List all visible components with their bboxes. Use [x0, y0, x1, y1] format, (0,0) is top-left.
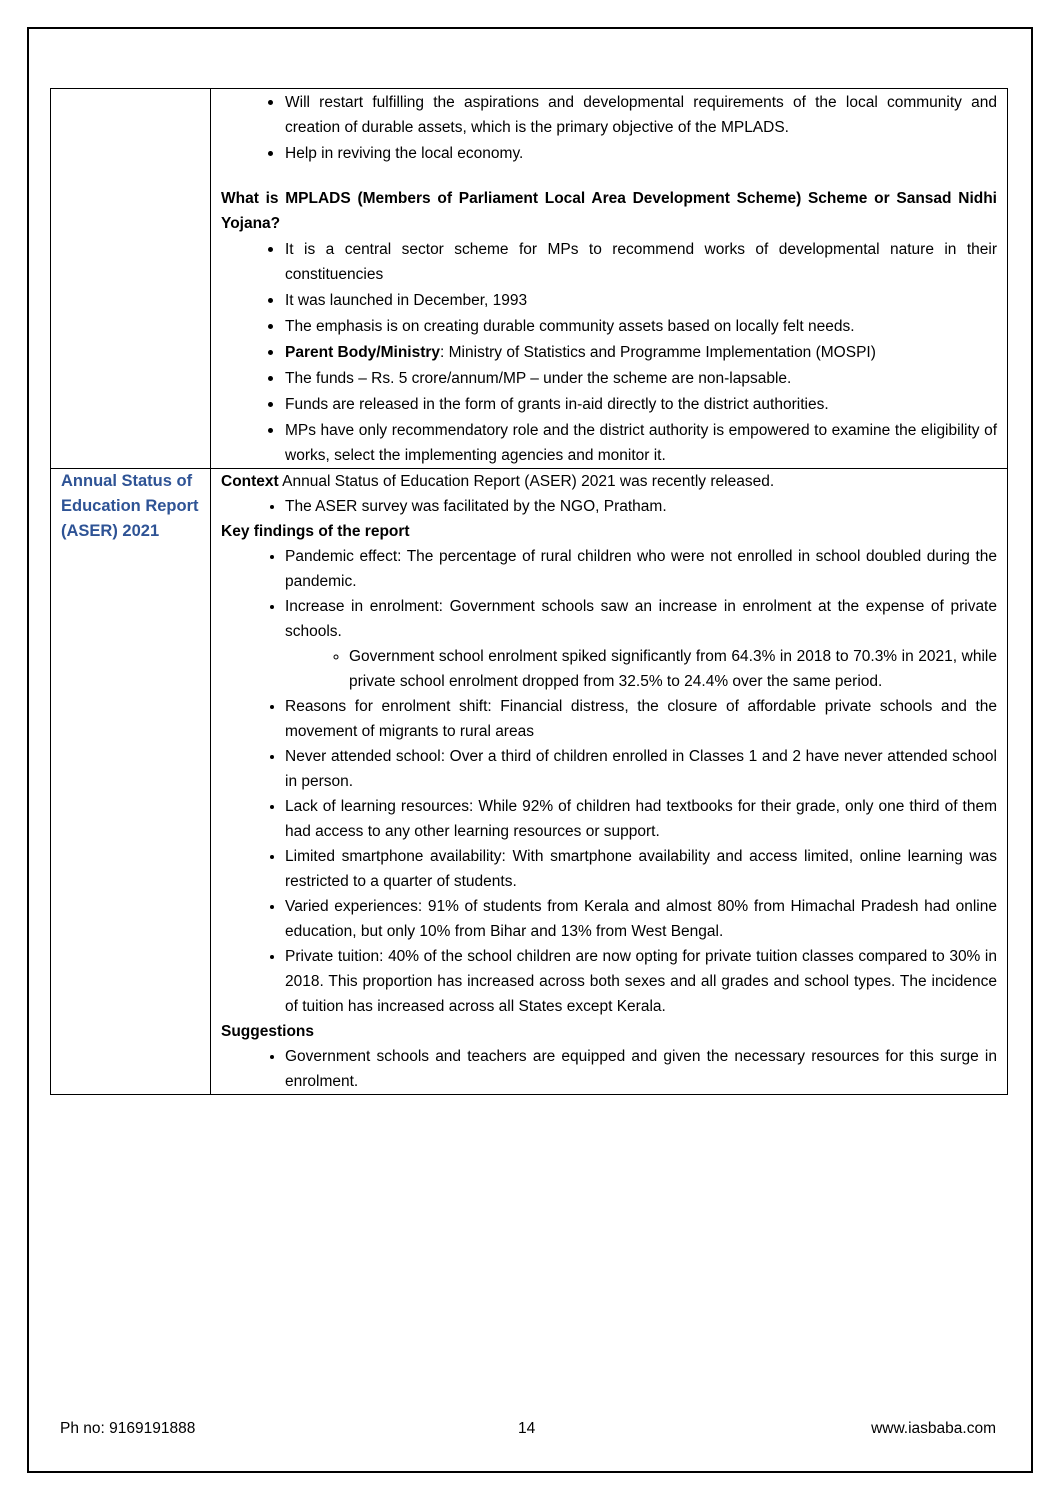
list-item: • Never attended school: Over a third of children enrolled in Classes 1 and 2 have never attended school in person.	[285, 744, 997, 794]
context-text: Annual Status of Education Report (ASER) 2021 was recently released.	[278, 473, 775, 490]
list-item: • Help in reviving the local economy.	[285, 140, 997, 166]
row-title-cell: Annual Status of Education Report (ASER) 2021	[51, 469, 211, 1095]
section-heading: What is MPLADS (Members of Parliament Local Area Development Scheme) Scheme or Sansad Nidhi Yojana?	[221, 190, 997, 232]
bullet-list	[221, 89, 997, 166]
footer-phone: Ph no: 9169191888	[60, 1420, 196, 1437]
list-item: • Will restart fulfilling the aspirations and developmental requirements of the local community and creation of durable assets, which is the primary objective of the MPLADS.	[285, 89, 997, 140]
list-item: • Reasons for enrolment shift: Financial distress, the closure of affordable private schools and the movement of migrants to rural areas	[285, 694, 997, 744]
list-item: • The funds – Rs. 5 crore/annum/MP – under the scheme are non-lapsable.	[285, 365, 997, 391]
list-item: • MPs have only recommendatory role and the district authority is empowered to examine the eligibility of works, select the implementing agencies and monitor it.	[285, 417, 997, 468]
sub-list-item: ◦ Government school enrolment spiked significantly from 64.3% in 2018 to 70.3% in 2021, while private school enrolment dropped from 32.5% to 24.4% over the same period.	[349, 644, 997, 694]
footer-page-number: 14	[518, 1420, 536, 1437]
content-table	[50, 88, 1008, 1095]
list-item: • Government schools and teachers are equipped and given the necessary resources for this surge in enrolment.	[285, 1044, 997, 1094]
list-item: • Lack of learning resources: While 92% of children had textbooks for their grade, only one third of them had access to any other learning resources or support.	[285, 794, 997, 844]
list-item: • The emphasis is on creating durable community assets based on locally felt needs.	[285, 313, 997, 339]
item-text: Increase in enrolment: Government schools saw an increase in enrolment at the expense of private schools.	[285, 598, 997, 640]
table-row	[51, 469, 1008, 1095]
list-item: • The ASER survey was facilitated by the NGO, Pratham.	[285, 494, 997, 519]
row-content-cell	[211, 469, 1008, 1095]
row-title-cell	[51, 89, 211, 469]
section-heading: Suggestions	[221, 1023, 315, 1040]
list-item: • It is a central sector scheme for MPs to recommend works of developmental nature in their constituencies	[285, 236, 997, 287]
parent-label: Parent Body/Ministry	[285, 344, 441, 361]
list-item	[285, 594, 997, 694]
footer-website[interactable]: www.iasbaba.com	[871, 1420, 996, 1437]
list-item: • Limited smartphone availability: With smartphone availability and access limited, online learning was restricted to a quarter of students.	[285, 844, 997, 894]
list-item: • Funds are released in the form of grants in-aid directly to the district authorities.	[285, 391, 997, 417]
parent-text: : Ministry of Statistics and Programme Implementation (MOSPI)	[440, 344, 876, 361]
section-heading: Key findings of the report	[221, 523, 410, 540]
list-item: • It was launched in December, 1993	[285, 287, 997, 313]
list-item: • Pandemic effect: The percentage of rural children who were not enrolled in school doubled during the pandemic.	[285, 544, 997, 594]
list-item	[285, 339, 997, 365]
list-item: • Varied experiences: 91% of students from Kerala and almost 80% from Himachal Pradesh had online education, but only 10% from Bihar and 13% from West Bengal.	[285, 894, 997, 944]
table-row	[51, 89, 1008, 469]
row-content-cell	[211, 89, 1008, 469]
list-item: • Private tuition: 40% of the school children are now opting for private tuition classes compared to 30% in 2018. This proportion has increased across both sexes and all grades and school types. The incidence of tuition has increased across all States except Kerala.	[285, 944, 997, 1019]
context-label: Context	[221, 473, 279, 490]
